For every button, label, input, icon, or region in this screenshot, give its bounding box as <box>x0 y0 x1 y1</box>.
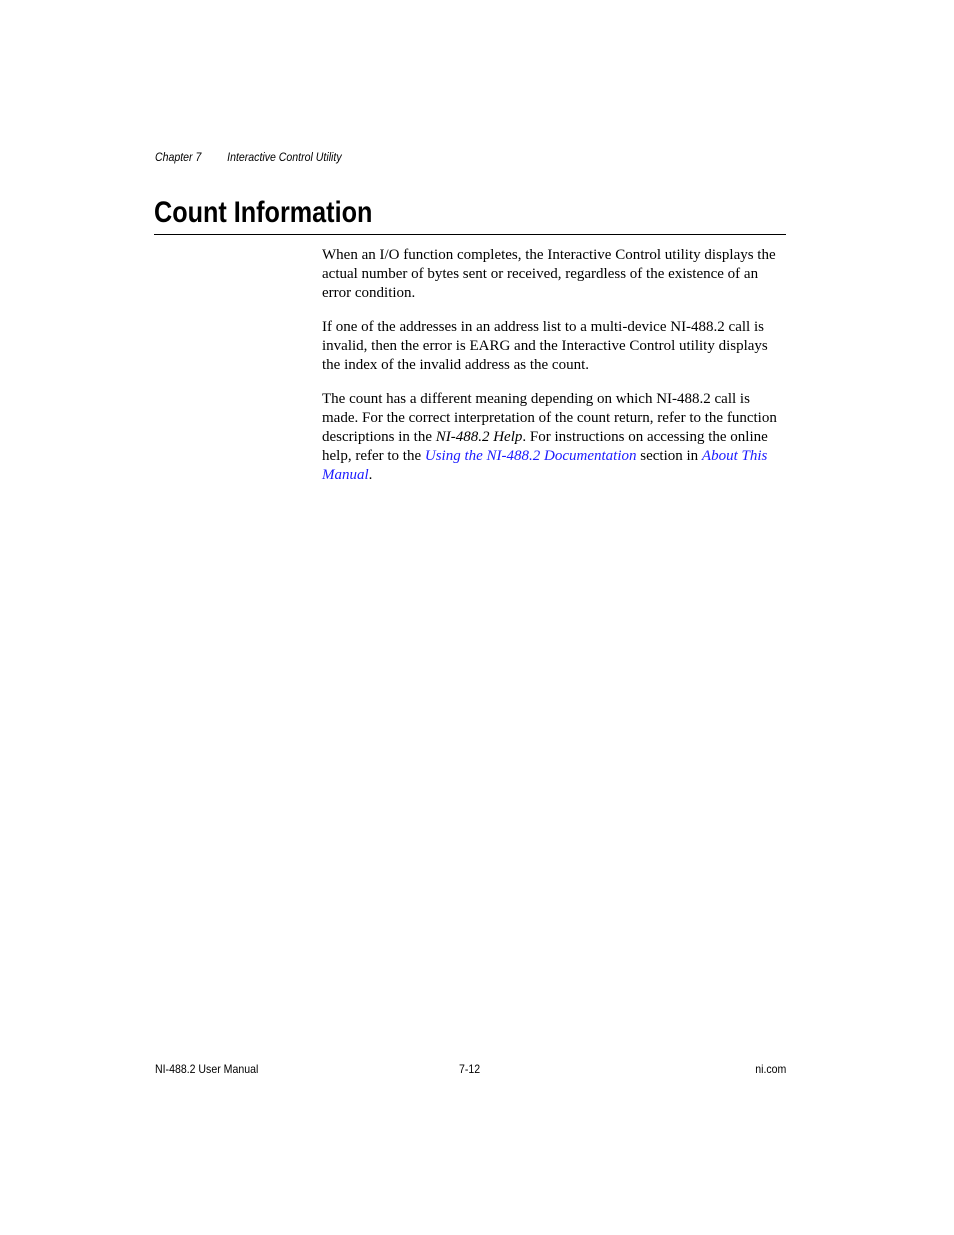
help-reference: NI-488.2 Help <box>435 429 523 445</box>
running-header <box>155 150 342 164</box>
documentation-link[interactable]: Using the NI-488.2 Documentation <box>424 448 637 464</box>
title-rule <box>154 234 786 235</box>
footer-manual-title: NI-488.2 User Manual <box>155 1062 259 1076</box>
paragraph-3-text-3: section in <box>636 448 702 464</box>
footer-website: ni.com <box>754 1062 786 1076</box>
paragraph-3-text-2: . For instructions on accessing the online help, refer to the <box>322 429 768 464</box>
chapter-number: Chapter 7 <box>155 150 202 164</box>
chapter-title: Interactive Control Utility <box>227 150 342 164</box>
paragraph-3-text-1: The count has a different meaning depending on which NI-488.2 call is made. For the correct interpretation of the count return, refer to the function descriptions in the <box>322 391 777 445</box>
paragraph-1: When an I/O function completes, the Interactive Control utility displays the actual number of bytes sent or received, regardless of the existence of an error condition. <box>322 247 776 301</box>
paragraph-3 <box>322 390 786 485</box>
paragraph-2: If one of the addresses in an address list to a multi-device NI-488.2 call is invalid, then the error is EARG and the Interactive Control utility displays the index of the invalid address as the count. <box>322 319 768 373</box>
section-title: Count Information <box>154 196 373 229</box>
about-manual-link[interactable]: About This Manual <box>322 448 768 483</box>
paragraph-3-text-4: . <box>368 467 373 483</box>
body-text <box>322 246 786 500</box>
footer-page-number: 7-12 <box>459 1062 481 1076</box>
